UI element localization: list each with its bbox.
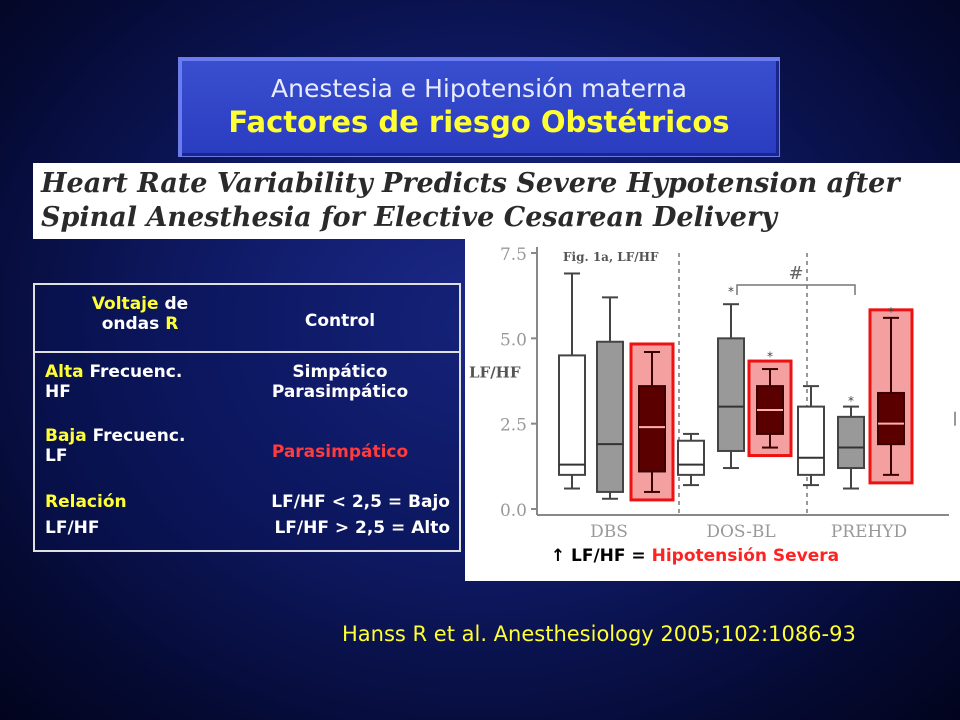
box-body [798, 407, 824, 475]
slide-title-box [178, 57, 780, 157]
paper-title-line1: Heart Rate Variability Predicts Severe Hypotension after [41, 168, 900, 199]
paper-title [41, 167, 900, 235]
row-ratio-code: LF/HF [45, 518, 100, 538]
x-group-label: PREHYD [830, 522, 908, 542]
header-left-voltaje: Voltaje [91, 294, 159, 314]
caption-highlight: Hipotensión Severa [651, 546, 840, 566]
row-hf-label [45, 362, 245, 402]
y-tick-label: 7.5 [499, 245, 527, 265]
chart-caption [465, 546, 925, 566]
row-lf-code: LF [45, 446, 68, 466]
row-hf-code: HF [45, 382, 71, 402]
x-group-label: DBS [590, 522, 628, 542]
up-arrow-icon: ↑ [550, 546, 566, 566]
box-body [639, 386, 665, 471]
y-tick-label: 2.5 [499, 415, 527, 436]
box-body [838, 417, 864, 468]
row-ratio-value [230, 489, 450, 541]
box-body [878, 393, 904, 444]
chart-panel [465, 237, 960, 581]
box-outlier: * [848, 393, 854, 408]
header-left-de: de [158, 294, 189, 314]
row-hf-alta: Alta [45, 362, 84, 382]
box-body [597, 342, 623, 492]
table-header-divider [35, 351, 459, 353]
slide-subtitle: Factores de riesgo Obstétricos [228, 105, 730, 139]
table-header-right: Control [304, 311, 376, 331]
row-lf-frecuenc: Frecuenc. [86, 426, 186, 446]
significance-label: # [788, 263, 804, 284]
slide-title: Anestesia e Hipotensión materna [271, 74, 687, 103]
chart-title: Fig. 1a, LF/HF [563, 250, 659, 264]
row-hf-value-2: Parasimpático [271, 382, 409, 402]
row-hf-frecuenc: Frecuenc. [83, 362, 183, 382]
paper-title-banner [33, 163, 960, 239]
citation: Hanss R et al. Anesthesiology 2005;102:1086-93 [342, 622, 856, 646]
row-lf-value: Parasimpático [271, 442, 409, 462]
row-ratio-label [45, 489, 245, 541]
table-header-left [45, 294, 235, 334]
row-hf-value-1: Simpático [292, 362, 388, 382]
box-body [678, 441, 704, 475]
row-ratio-high: LF/HF > 2,5 = Alto [274, 518, 450, 538]
box-outlier: * [728, 284, 734, 299]
caption-text: LF/HF = [565, 546, 652, 566]
header-left-r: R [165, 314, 179, 334]
row-hf-value [245, 362, 435, 402]
row-lf-baja: Baja [45, 426, 87, 446]
y-axis-label: LF/HF [469, 363, 521, 382]
row-ratio-low: LF/HF < 2,5 = Bajo [271, 492, 450, 512]
row-lf-label [45, 426, 245, 466]
x-group-label: DOS-BL [706, 522, 776, 542]
box-body [559, 355, 585, 474]
significance-bracket [737, 285, 855, 295]
y-tick-label: 5.0 [499, 330, 527, 351]
box-outlier: * [888, 305, 894, 320]
lf-hf-boxplot [465, 237, 960, 581]
header-left-ondas: ondas [101, 314, 166, 334]
y-tick-label: 0.0 [499, 501, 527, 521]
hrv-table [33, 283, 461, 552]
box-body [718, 338, 744, 451]
box-outlier: * [767, 349, 773, 364]
row-ratio-relacion: Relación [45, 492, 127, 512]
paper-title-line2: Spinal Anesthesia for Elective Cesarean Delivery [41, 202, 777, 233]
